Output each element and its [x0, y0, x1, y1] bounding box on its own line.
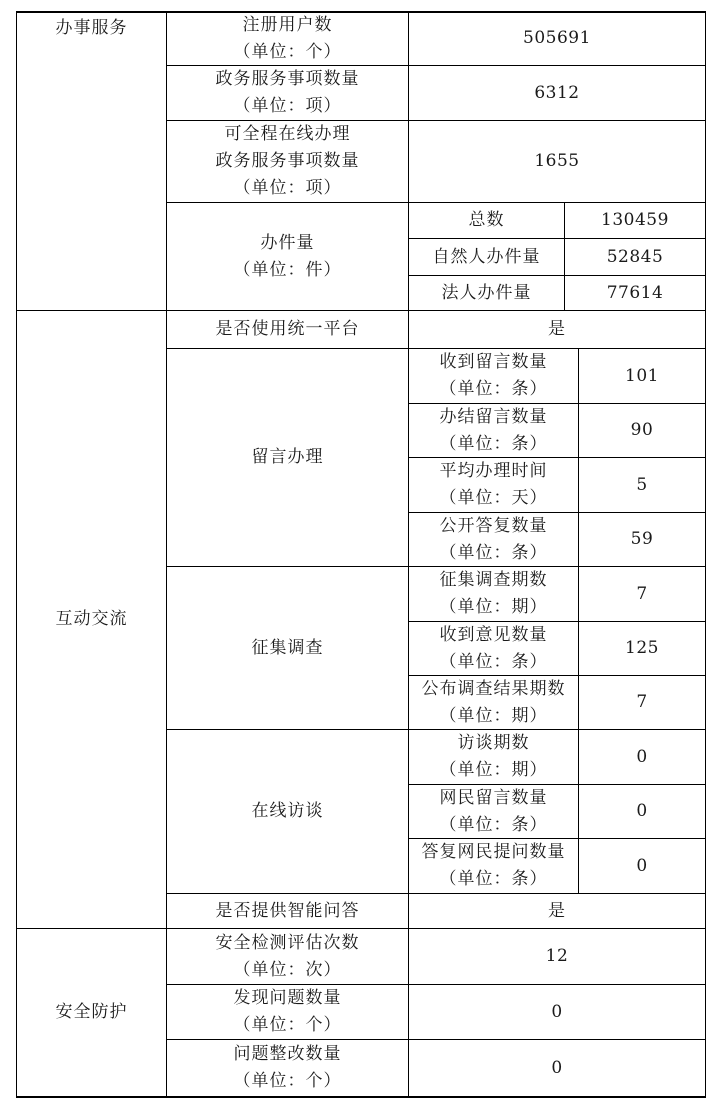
results-published-value: 7 [636, 692, 648, 712]
messages-closed-label [409, 404, 578, 457]
cell-label: 问题整改数量 [233, 1044, 342, 1064]
security-checks-label [167, 929, 408, 984]
issues-found-value: 0 [551, 1001, 563, 1022]
cell-unit: （单位：条） [439, 542, 548, 563]
smart-qa-label: 是否提供智能问答 [215, 900, 360, 921]
cell-unit: （单位：次） [233, 959, 342, 980]
cell-label: 可全程在线办理 [224, 124, 351, 144]
service-items-value: 6312 [534, 82, 580, 103]
netizen-replies-value: 0 [636, 855, 648, 876]
case-natural-value: 52845 [606, 246, 664, 267]
cell-label: 公开答复数量 [439, 515, 548, 536]
cell-unit: （单位：个） [233, 1015, 342, 1035]
messages-received-label [409, 349, 578, 403]
registered-users-value: 505691 [523, 28, 591, 48]
messages-label: 留言办理 [251, 447, 324, 467]
cell-unit: （单位：条） [439, 651, 548, 672]
public-replies-value: 59 [630, 529, 654, 549]
cell-unit: （单位：项） [233, 96, 342, 116]
cell-unit: （单位：个） [233, 41, 342, 62]
survey-periods-label [409, 567, 578, 621]
messages-closed-value: 90 [630, 420, 654, 440]
cell-label: 安全检测评估次数 [215, 932, 360, 953]
cell-unit: （单位：期） [439, 597, 548, 617]
cell-label: 收到留言数量 [439, 352, 548, 372]
registered-users-label [167, 12, 408, 65]
smart-qa-value: 是 [548, 900, 566, 921]
unified-platform-value: 是 [548, 319, 566, 339]
cell-unit: （单位：期） [439, 705, 548, 726]
unified-platform-label: 是否使用统一平台 [215, 319, 360, 339]
survey-periods-value: 7 [636, 583, 648, 604]
netizen-replies-label [409, 839, 578, 893]
cell-unit: （单位：项） [233, 178, 342, 198]
section-label-text: 互动交流 [55, 609, 128, 629]
issues-fixed-value: 0 [551, 1057, 563, 1078]
cell-label: 公布调查结果期数 [421, 678, 566, 699]
case-natural-label: 自然人办件量 [432, 246, 541, 267]
online-items-label [167, 121, 408, 202]
netizen-messages-value: 0 [636, 801, 648, 821]
case-volume-label [167, 203, 408, 310]
cell-unit: （单位：条） [439, 379, 548, 399]
cell-label: 访谈期数 [457, 733, 530, 753]
cell-unit: （单位：天） [439, 488, 548, 508]
case-total-value: 130459 [601, 210, 669, 230]
service-items-label [167, 66, 408, 120]
opinions-received-label [409, 622, 578, 675]
cell-label: 注册用户数 [242, 14, 333, 35]
issues-fixed-label [167, 1040, 408, 1096]
section-label-security [17, 929, 166, 1096]
cell-label: 网民留言数量 [439, 787, 548, 808]
case-legal-value: 77614 [606, 282, 664, 303]
cell-unit: （单位：期） [439, 760, 548, 780]
cell-label: 政务服务事项数量 [215, 151, 360, 171]
avg-time-value: 5 [636, 474, 648, 495]
public-replies-label [409, 513, 578, 566]
cell-label: 办件量 [260, 232, 315, 253]
cell-label: 收到意见数量 [439, 624, 548, 645]
online-items-value: 1655 [534, 151, 580, 171]
section-label-text: 办事服务 [55, 18, 128, 38]
opinions-received-value: 125 [625, 638, 659, 658]
cell-unit: （单位：个） [233, 1071, 342, 1091]
cell-unit: （单位：条） [439, 433, 548, 454]
case-legal-label: 法人办件量 [441, 282, 532, 303]
issues-found-label [167, 985, 408, 1039]
cell-label: 政务服务事项数量 [215, 69, 360, 89]
cell-label: 发现问题数量 [233, 988, 342, 1008]
cell-label: 征集调查期数 [439, 570, 548, 590]
case-total-label: 总数 [468, 210, 505, 230]
section-label-service [17, 12, 166, 310]
interview-periods-value: 0 [636, 746, 648, 767]
interview-label: 在线访谈 [251, 801, 324, 821]
messages-received-value: 101 [625, 365, 659, 386]
interview-periods-label [409, 730, 578, 784]
section-label-text: 安全防护 [55, 1002, 128, 1022]
cell-unit: （单位：件） [233, 259, 342, 280]
results-published-label [409, 676, 578, 729]
security-checks-value: 12 [545, 946, 569, 966]
table-border-bottom [16, 1096, 706, 1098]
section-label-interaction [17, 311, 166, 928]
avg-time-label [409, 458, 578, 512]
table-border-right [705, 11, 706, 1097]
cell-unit: （单位：条） [439, 814, 548, 835]
netizen-messages-label [409, 785, 578, 838]
cell-unit: （单位：条） [439, 869, 548, 889]
cell-label: 平均办理时间 [439, 461, 548, 481]
survey-label: 征集调查 [251, 637, 324, 658]
cell-label: 办结留言数量 [439, 406, 548, 427]
cell-label: 答复网民提问数量 [421, 842, 566, 862]
